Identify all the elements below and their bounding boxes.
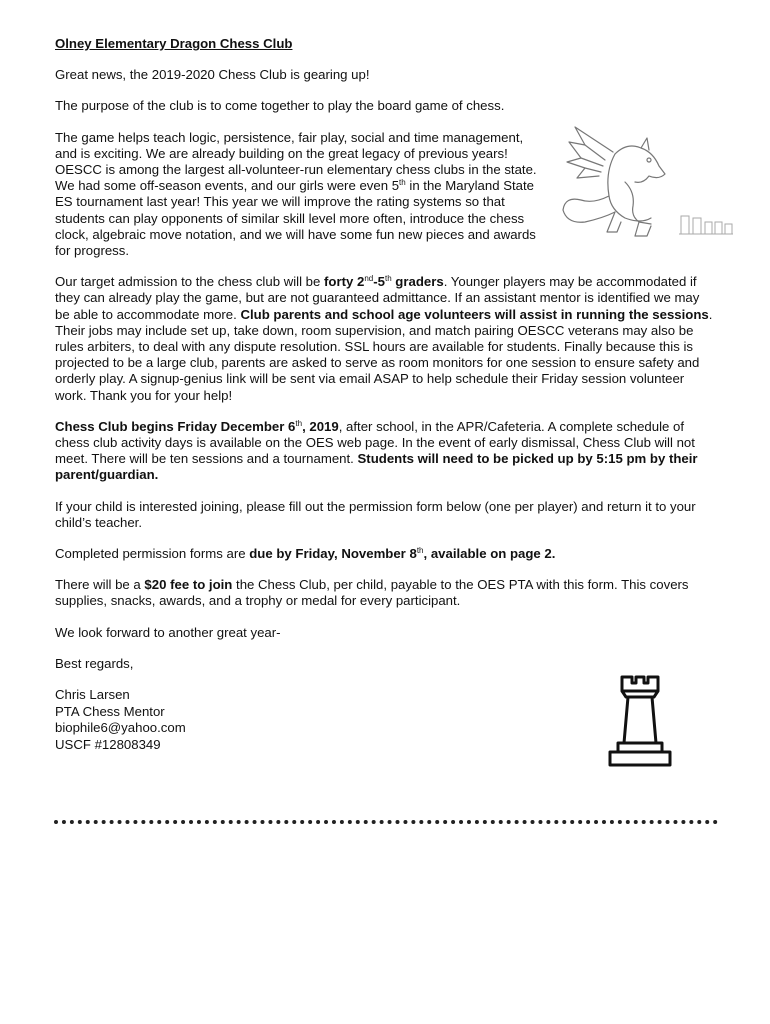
game-paragraph xyxy=(55,130,537,260)
admission-text-c: . Younger players may be accommodated if they can already play the game, but are not guaranteed admittance. If an assistant mentor is identified we may be able to accommodate more. xyxy=(55,274,700,322)
signature-role: PTA Chess Mentor xyxy=(55,703,165,719)
admission-paragraph xyxy=(55,274,717,404)
game-sup: th xyxy=(399,178,406,188)
signature-email: biophile6@yahoo.com xyxy=(55,720,186,736)
closing-paragraph: We look forward to another great year- xyxy=(55,624,281,640)
fee-text-a: There will be a xyxy=(55,577,145,593)
due-bold-1: due by Friday, November 8 xyxy=(249,546,417,562)
signature-uscf: USCF #12808349 xyxy=(55,736,161,752)
intro-paragraph: Great news, the 2019-2020 Chess Club is gearing up! xyxy=(55,67,370,83)
schedule-paragraph xyxy=(55,419,717,484)
fee-text-c: the Chess Club, per child, payable to the OES PTA with this form. This covers supplies, snacks, awards, and a trophy or medal for every participant. xyxy=(55,577,689,609)
rook-icon xyxy=(600,673,680,773)
dragon-illustration xyxy=(555,112,735,252)
letter-title: Olney Elementary Dragon Chess Club xyxy=(55,36,293,51)
admission-bold-2: -5 xyxy=(373,274,385,290)
admission-text-a: Our target admission to the chess club will be xyxy=(55,274,325,290)
schedule-bold-3: Students will need to be picked up by 5:15 pm by their parent/guardian. xyxy=(55,451,698,483)
due-bold-2: , available on page 2. xyxy=(423,546,556,562)
schedule-bold-1: Chess Club begins Friday December 6 xyxy=(55,418,296,434)
admission-bold-3: graders xyxy=(391,274,444,290)
purpose-paragraph: The purpose of the club is to come together to play the board game of chess. xyxy=(55,98,505,114)
game-text-b: in the Maryland State ES tournament last year! This year we will improve the rating systems so that students can play opponents of similar skill level more often, introduce the chess clock, algebraic move notation, and we will have some fun new pieces and awards for progress. xyxy=(55,178,536,259)
due-date-paragraph xyxy=(55,546,717,562)
signature-name: Chris Larsen xyxy=(55,687,130,703)
admission-text-d: . Their jobs may include set up, take down, room supervision, and match pairing OESCC veterans may also be rules arbiters, to deal with any dispute resolution. SSL hours are available for students. Finally because this is projected to be a large club, parents are asked to serve as room monitors for one session to ensure safety and orderly play. A signup-genius link will be sent via email ASAP to help schedule their Friday session volunteer work. Thank you for your help! xyxy=(55,306,713,403)
fee-bold: $20 fee to join xyxy=(144,577,233,593)
due-sup: th xyxy=(416,546,424,556)
schedule-text: , after school, in the APR/Cafeteria. A complete schedule of chess club activity days is available on the OES web page. In the event of early dismissal, Chess Club will not meet. There will be ten sessions and a tournament. xyxy=(55,418,695,467)
admission-bold-4: Club parents and school age volunteers will assist in running the sessions xyxy=(240,306,709,322)
due-text: Completed permission forms are xyxy=(55,546,250,562)
schedule-sup: th xyxy=(295,418,303,428)
admission-sup-2: th xyxy=(384,274,392,284)
fee-paragraph xyxy=(55,577,717,609)
admission-sup-1: nd xyxy=(364,274,374,284)
game-text-a: The game helps teach logic, persistence, fair play, social and time management, and is exciting. We are already building on the great legacy of previous years! OESCC is among the largest all-volunteer-run elementary chess clubs in the state. We had some off-season events, and our girls were even 5 xyxy=(55,129,537,194)
permission-paragraph: If your child is interested joining, please fill out the permission form below (one per player) and return it to your child’s teacher. xyxy=(55,498,696,530)
admission-bold-1: forty 2 xyxy=(324,274,365,290)
regards-line: Best regards, xyxy=(55,655,134,671)
cut-line-divider xyxy=(54,820,718,824)
schedule-bold-2: , 2019 xyxy=(302,418,339,434)
